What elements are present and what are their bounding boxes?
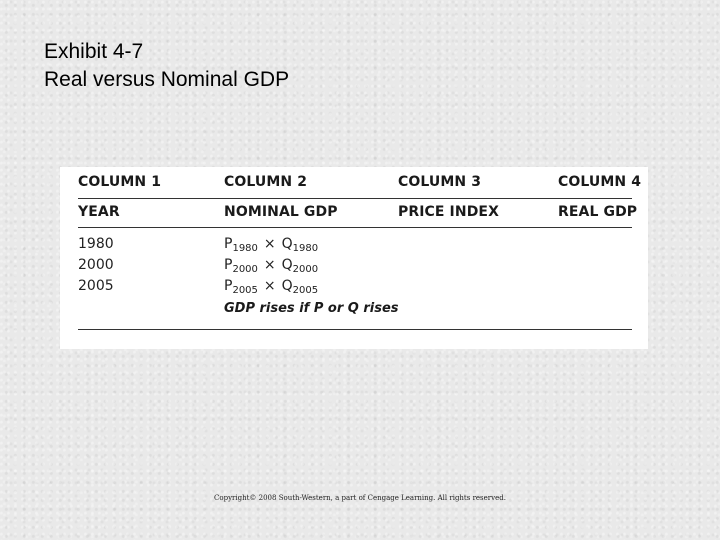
exhibit-number: Exhibit 4-7: [44, 40, 144, 63]
gdp-rise-note: GDP rises if P or Q rises: [224, 301, 399, 316]
year-cell: 2000: [78, 257, 114, 273]
copyright-notice: Copyright© 2008 South-Western, a part of Cengage Learning. All rights reserved.: [214, 494, 506, 502]
nominal-gdp-formula: [224, 234, 318, 255]
quantity-year: 2000: [292, 264, 319, 275]
year-column: [78, 234, 114, 297]
quantity-symbol: Q: [281, 236, 293, 252]
price-symbol: P: [224, 257, 233, 273]
column-number-4: COLUMN 4: [558, 174, 642, 190]
times-sign: ×: [263, 278, 276, 294]
table-bottom-rule: [78, 329, 632, 330]
gdp-table: [60, 167, 648, 349]
header-divider-bottom: [78, 227, 632, 228]
header-nominal-gdp: NOMINAL GDP: [224, 204, 338, 220]
year-cell: 2005: [78, 278, 114, 294]
header-real-gdp: REAL GDP: [558, 204, 638, 220]
times-sign: ×: [263, 257, 276, 273]
quantity-year: 1980: [292, 243, 319, 254]
price-year: 2000: [232, 264, 258, 275]
quantity-symbol: Q: [281, 257, 293, 273]
times-sign: ×: [263, 236, 276, 252]
price-symbol: P: [224, 236, 233, 252]
nominal-gdp-formula: [224, 255, 318, 276]
exhibit-subtitle: Real versus Nominal GDP: [44, 68, 290, 91]
header-price-index: PRICE INDEX: [398, 204, 499, 220]
column-number-2: COLUMN 2: [224, 174, 308, 190]
quantity-symbol: Q: [281, 278, 293, 294]
exhibit-title: [44, 38, 289, 94]
quantity-year: 2005: [292, 285, 319, 296]
price-year: 1980: [232, 243, 258, 254]
nominal-gdp-column: [224, 234, 318, 297]
header-year: YEAR: [78, 204, 120, 220]
year-cell: 1980: [78, 236, 114, 252]
nominal-gdp-formula: [224, 276, 318, 297]
column-number-1: COLUMN 1: [78, 174, 162, 190]
price-symbol: P: [224, 278, 233, 294]
column-number-3: COLUMN 3: [398, 174, 482, 190]
price-year: 2005: [232, 285, 258, 296]
header-divider-top: [78, 198, 632, 199]
